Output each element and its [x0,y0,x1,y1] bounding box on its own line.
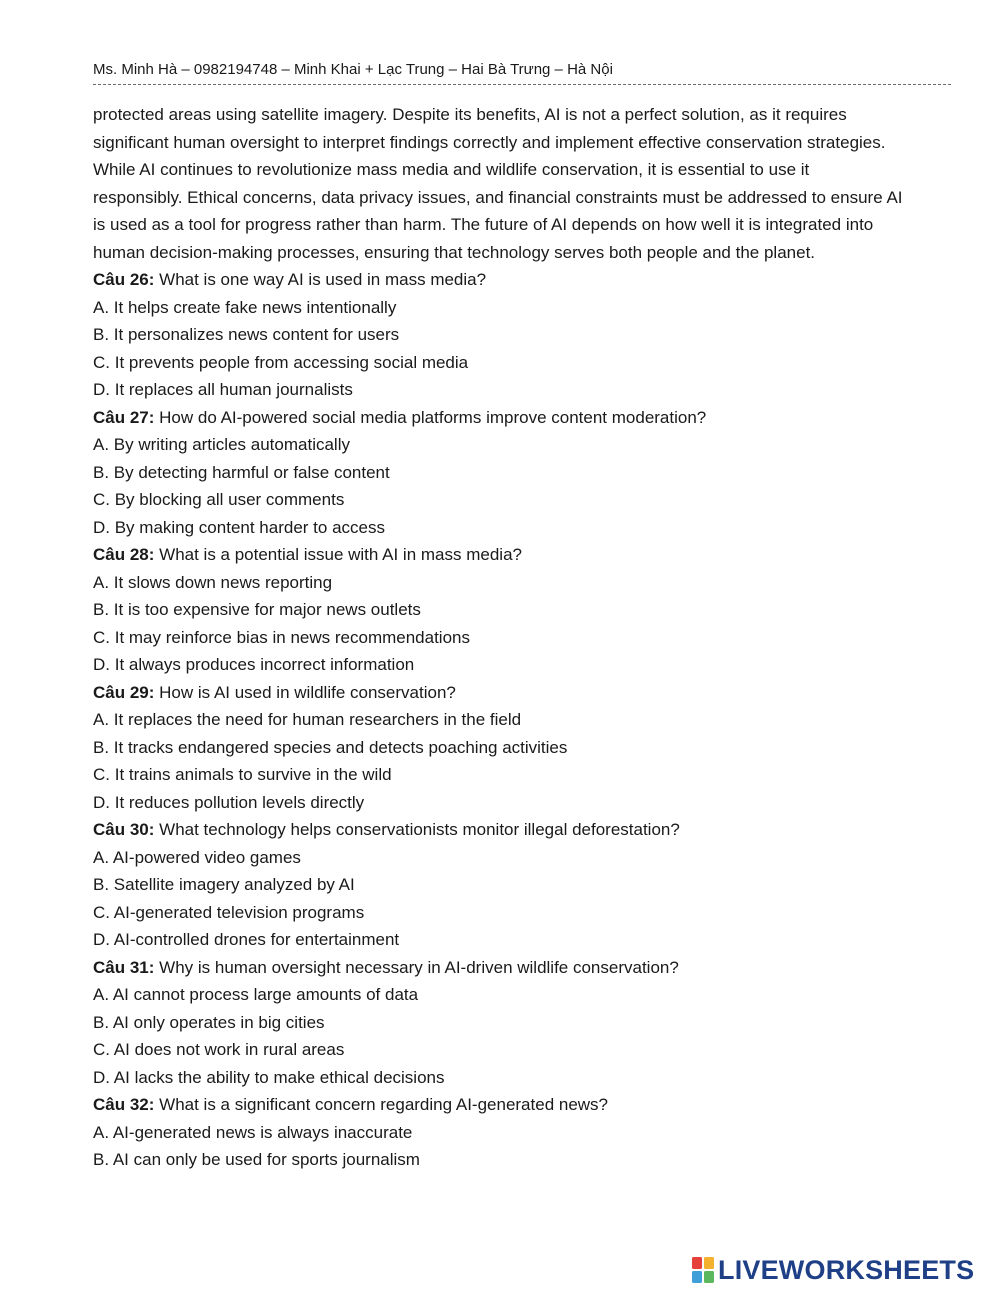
question-text: How is AI used in wildlife conservation? [154,682,456,702]
question-number: Câu 26: [93,270,155,289]
block-red [692,1257,702,1269]
block-blue [692,1271,702,1283]
answer-option[interactable]: B. It tracks endangered species and detects poaching activities [93,737,568,757]
passage-line: responsibly. Ethical concerns, data privacy issues, and financial constraints must be addressed to ensure AI [93,187,903,207]
question-stem [93,679,951,707]
passage-line: significant human oversight to interpret findings correctly and implement effective conservation strategies. [93,132,886,152]
answer-option[interactable]: A. AI-powered video games [93,847,301,867]
answer-option[interactable]: B. It is too expensive for major news outlets [93,600,421,619]
answer-option[interactable]: D. It replaces all human journalists [93,380,353,399]
question-stem [93,266,951,294]
header-divider [93,84,951,85]
answer-option[interactable]: A. By writing articles automatically [93,435,350,454]
question-text: What is a potential issue with AI in mass media? [154,545,522,564]
liveworksheets-logo [692,1253,974,1287]
worksheet-content [93,101,951,1174]
question-number: Câu 27: [93,407,155,427]
answer-option[interactable]: A. It replaces the need for human researchers in the field [93,710,522,729]
header-contact: Ms. Minh Hà – 0982194748 – Minh Khai + Lạc Trung – Hai Bà Trưng – Hà Nội [93,61,613,78]
answer-option[interactable]: A. AI-generated news is always inaccurate [93,1122,413,1142]
question-stem [93,954,951,982]
question-text: What is one way AI is used in mass media? [154,270,487,289]
answer-option[interactable]: C. AI does not work in rural areas [93,1040,345,1059]
block-yellow [704,1257,714,1269]
liveworksheets-blocks-icon [692,1257,714,1283]
answer-option[interactable]: C. It prevents people from accessing social media [93,352,469,372]
question-number: Câu 30: [93,820,155,839]
answer-option[interactable]: C. It trains animals to survive in the wild [93,765,392,784]
question-text: What is a significant concern regarding AI-generated news? [154,1095,609,1114]
question-stem [93,541,951,569]
question-stem [93,1091,951,1119]
answer-option[interactable]: C. It may reinforce bias in news recommendations [93,627,470,647]
answer-option[interactable]: B. By detecting harmful or false content [93,462,390,482]
question-29 [93,679,951,817]
answer-option[interactable]: C. AI-generated television programs [93,902,365,922]
question-stem [93,816,951,844]
page-header [93,59,613,81]
answer-option[interactable]: A. It helps create fake news intentionally [93,297,397,317]
question-27 [93,404,951,542]
question-number: Câu 32: [93,1095,155,1114]
question-number: Câu 29: [93,682,155,702]
answer-option[interactable]: D. It always produces incorrect information [93,655,415,674]
question-text: Why is human oversight necessary in AI-driven wildlife conservation? [154,957,679,977]
question-31 [93,954,951,1092]
question-text: How do AI-powered social media platforms improve content moderation? [154,407,707,427]
liveworksheets-wordmark: LIVEWORKSHEETS [718,1255,975,1285]
question-number: Câu 28: [93,545,155,564]
question-number: Câu 31: [93,957,155,977]
answer-option[interactable]: A. AI cannot process large amounts of data [93,985,419,1004]
question-26 [93,266,951,404]
question-32 [93,1091,951,1174]
answer-option[interactable]: B. It personalizes news content for users [93,325,400,344]
question-30 [93,816,951,954]
answer-option[interactable]: B. AI can only be used for sports journalism [93,1150,420,1169]
answer-option[interactable]: C. By blocking all user comments [93,490,345,509]
passage-line: human decision-making processes, ensuring that technology serves both people and the planet. [93,242,816,262]
question-text: What technology helps conservationists monitor illegal deforestation? [154,820,680,839]
passage-line: is used as a tool for progress rather than harm. The future of AI depends on how well it is integrated into [93,215,874,234]
question-28 [93,541,951,679]
answer-option[interactable]: D. AI-controlled drones for entertainment [93,930,400,949]
reading-passage [93,101,951,266]
answer-option[interactable]: B. Satellite imagery analyzed by AI [93,875,355,894]
passage-line: While AI continues to revolutionize mass media and wildlife conservation, it is essential to use it [93,160,810,179]
passage-line: protected areas using satellite imagery. Despite its benefits, AI is not a perfect solution, as it requires [93,105,847,124]
answer-option[interactable]: D. AI lacks the ability to make ethical decisions [93,1067,445,1087]
answer-option[interactable]: B. AI only operates in big cities [93,1012,325,1032]
block-green [704,1271,714,1283]
answer-option[interactable]: D. By making content harder to access [93,517,385,537]
answer-option[interactable]: A. It slows down news reporting [93,572,333,592]
answer-option[interactable]: D. It reduces pollution levels directly [93,792,365,812]
question-stem [93,404,951,432]
